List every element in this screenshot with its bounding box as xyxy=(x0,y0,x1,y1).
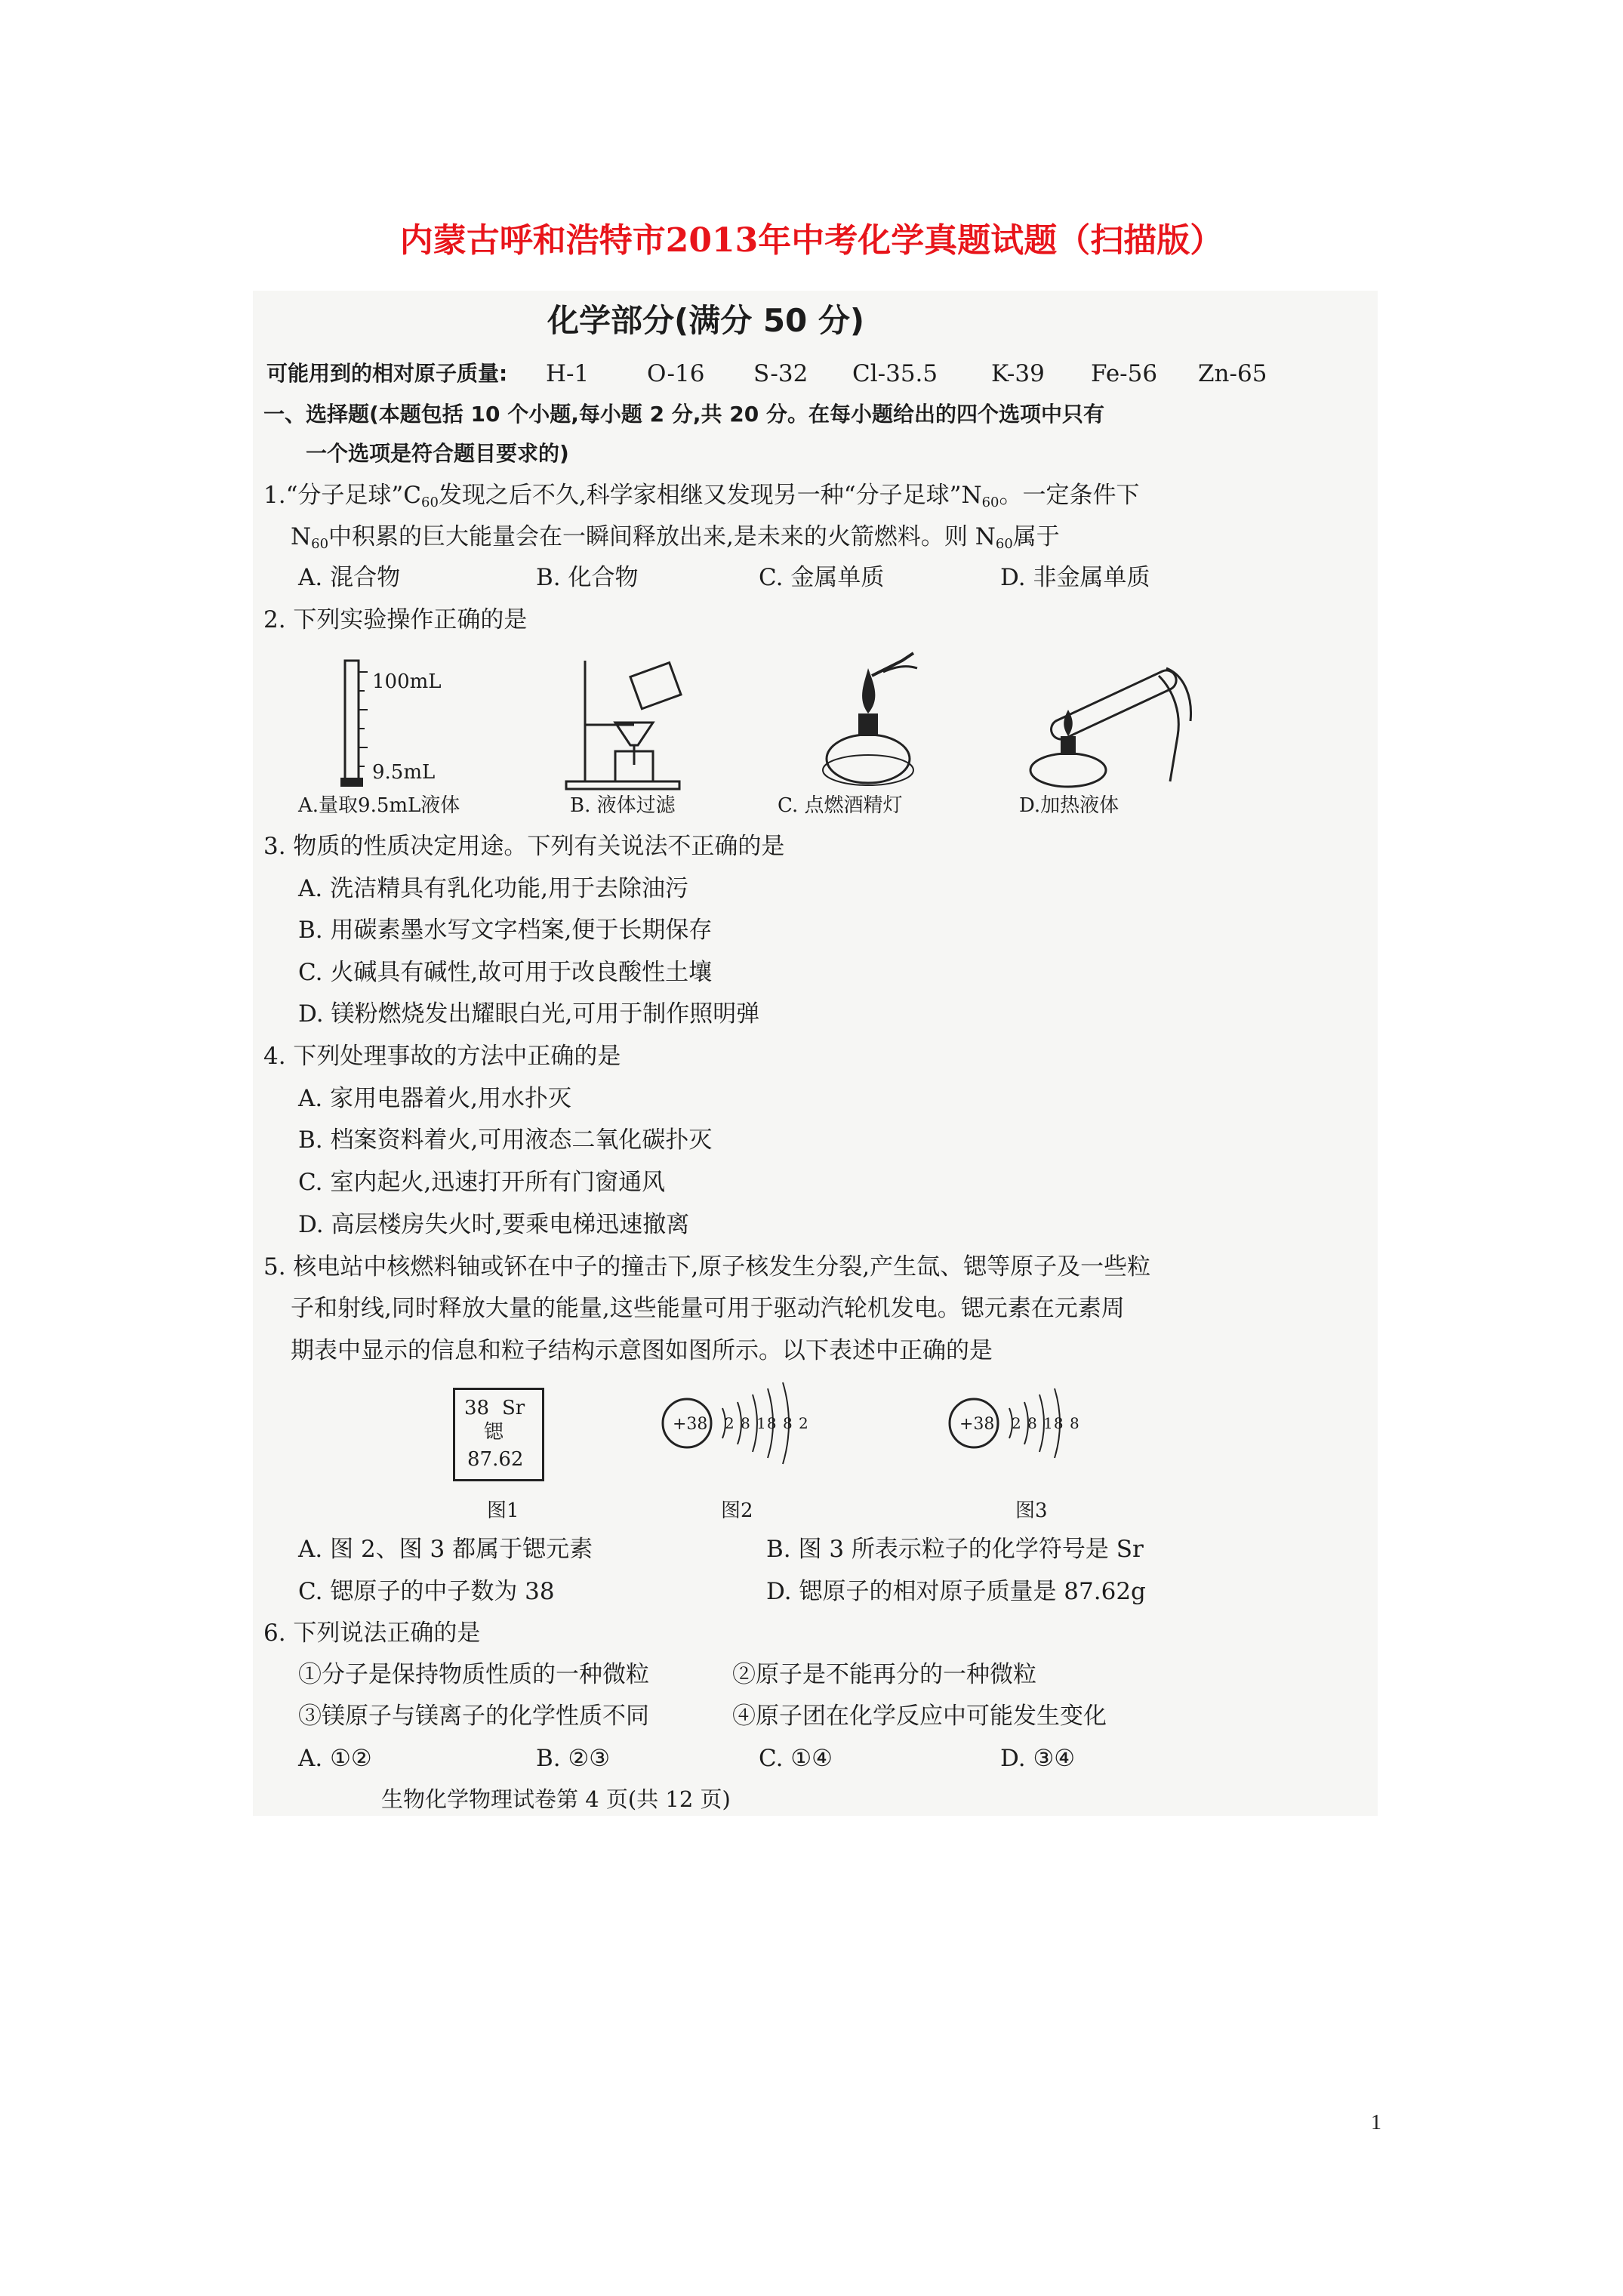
q4-option-b: B. 档案资料着火,可用液态二氧化碳扑灭 xyxy=(298,1126,713,1154)
fig1-label: 图1 xyxy=(487,1499,519,1522)
q6-statement-2: ②原子是不能再分的一种微粒 xyxy=(732,1661,1036,1688)
q4-option-c: C. 室内起火,迅速打开所有门窗通风 xyxy=(298,1169,666,1196)
exam-page-footer: 生物化学物理试卷第 4 页(共 12 页) xyxy=(381,1786,731,1812)
heating-liquid-figure xyxy=(1015,646,1204,797)
q6-statement-3: ③镁原子与镁离子的化学性质不同 xyxy=(298,1703,649,1730)
document-title: 内蒙古呼和浩特市2013年中考化学真题试题（扫描版） xyxy=(399,221,1224,260)
q2-caption-d: D.加热液体 xyxy=(1019,794,1119,817)
q2-stem: 2. 下列实验操作正确的是 xyxy=(263,606,528,633)
filtration-figure xyxy=(562,653,721,797)
part1-instruction-line2: 一个选项是符合题目要求的) xyxy=(306,441,569,466)
q5-option-d: D. 锶原子的相对原子质量是 87.62g xyxy=(766,1578,1146,1605)
atom-electron-shells: 2 8 18 8 2 xyxy=(725,1414,809,1432)
q1-option-d: D. 非金属单质 xyxy=(1000,564,1150,591)
atom-nucleus-charge: +38 xyxy=(673,1415,708,1434)
q6-option-c: C. ①④ xyxy=(759,1745,833,1772)
ion-electron-shells: 2 8 18 8 xyxy=(1012,1414,1080,1432)
atomic-mass-cl: Cl-35.5 xyxy=(852,360,938,387)
atomic-mass-k: K-39 xyxy=(991,360,1045,387)
q3-option-c: C. 火碱具有碱性,故可用于改良酸性土壤 xyxy=(298,959,713,986)
scanned-exam-page xyxy=(253,291,1378,1816)
q4-option-d: D. 高层楼房失火时,要乘电梯迅速撤离 xyxy=(298,1211,690,1238)
q1-line1: 1.“分子足球$”C_{60}$发现之后不久,科学家相继又发现另一种“分子足球$”N_{60}$。一定条件下 xyxy=(263,482,1140,510)
cylinder-label-100ml: 100mL xyxy=(372,670,442,693)
atomic-mass-zn: Zn-65 xyxy=(1198,360,1267,387)
q5-line2: 子和射线,同时释放大量的能量,这些能量可用于驱动汽轮机发电。锶元素在元素周 xyxy=(291,1295,1125,1322)
fig2-label: 图2 xyxy=(721,1499,753,1522)
atomic-mass-label: 可能用到的相对原子质量: xyxy=(266,361,508,386)
q6-option-d: D. ③④ xyxy=(1000,1745,1076,1772)
fig3-label: 图3 xyxy=(1015,1499,1048,1522)
q2-caption-b: B. 液体过滤 xyxy=(570,794,676,817)
q1-option-a: A. 混合物 xyxy=(298,564,401,591)
element-name: 锶 xyxy=(484,1421,504,1444)
alcohol-lamp-figure xyxy=(812,646,932,797)
q5-option-b: B. 图 3 所表示粒子的化学符号是 Sr xyxy=(766,1536,1144,1563)
q4-stem: 4. 下列处理事故的方法中正确的是 xyxy=(263,1043,621,1070)
q3-option-b: B. 用碳素墨水写文字档案,便于长期保存 xyxy=(298,917,713,944)
atomic-mass-s: S-32 xyxy=(753,360,808,387)
q5-option-c: C. 锶原子的中子数为 38 xyxy=(298,1578,555,1605)
q3-stem: 3. 物质的性质决定用途。下列有关说法不正确的是 xyxy=(263,833,785,860)
q6-stem: 6. 下列说法正确的是 xyxy=(263,1620,481,1647)
q4-option-a: A. 家用电器着火,用水扑灭 xyxy=(298,1085,571,1112)
q1-line2: $N_{60}$中积累的巨大能量会在一瞬间释放出来,是未来的火箭燃料。则 $N_{60}$属于 xyxy=(291,523,1060,552)
q5-line3: 期表中显示的信息和粒子结构示意图如图所示。以下表述中正确的是 xyxy=(291,1337,993,1364)
element-symbol: Sr xyxy=(502,1397,525,1419)
q2-caption-c: C. 点燃酒精灯 xyxy=(778,794,903,817)
atomic-mass-fe: Fe-56 xyxy=(1091,360,1158,387)
element-atomic-mass: 87.62 xyxy=(467,1448,524,1471)
section-title: 化学部分(满分 50 分) xyxy=(547,302,865,339)
q2-caption-a: A.量取9.5mL液体 xyxy=(298,794,460,817)
q6-option-a: A. ①② xyxy=(298,1745,372,1772)
cylinder-label-9-5ml: 9.5mL xyxy=(372,761,436,784)
atomic-mass-h: H-1 xyxy=(546,360,590,387)
q6-statement-1: ①分子是保持物质性质的一种微粒 xyxy=(298,1661,649,1688)
ion-nucleus-charge: +38 xyxy=(959,1415,995,1434)
q6-statement-4: ④原子团在化学反应中可能发生变化 xyxy=(732,1703,1107,1730)
part1-instruction-line1: 一、选择题(本题包括 10 个小题,每小题 2 分,共 20 分。在每小题给出的四个选项中只有 xyxy=(263,402,1104,427)
page-number: 1 xyxy=(1371,2111,1381,2134)
element-cell-strontium xyxy=(453,1388,544,1481)
atomic-mass-o: O-16 xyxy=(647,360,705,387)
q3-option-a: A. 洗洁精具有乳化功能,用于去除油污 xyxy=(298,875,688,902)
q3-option-d: D. 镁粉燃烧发出耀眼白光,可用于制作照明弹 xyxy=(298,1000,760,1028)
q5-option-a: A. 图 2、图 3 都属于锶元素 xyxy=(298,1536,593,1563)
q5-line1: 5. 核电站中核燃料铀或钚在中子的撞击下,原子核发生分裂,产生氙、锶等原子及一些粒 xyxy=(263,1253,1151,1281)
q6-option-b: B. ②③ xyxy=(536,1745,611,1772)
q1-option-c: C. 金属单质 xyxy=(759,564,885,591)
q1-option-b: B. 化合物 xyxy=(536,564,639,591)
element-atomic-number: 38 xyxy=(464,1397,490,1419)
